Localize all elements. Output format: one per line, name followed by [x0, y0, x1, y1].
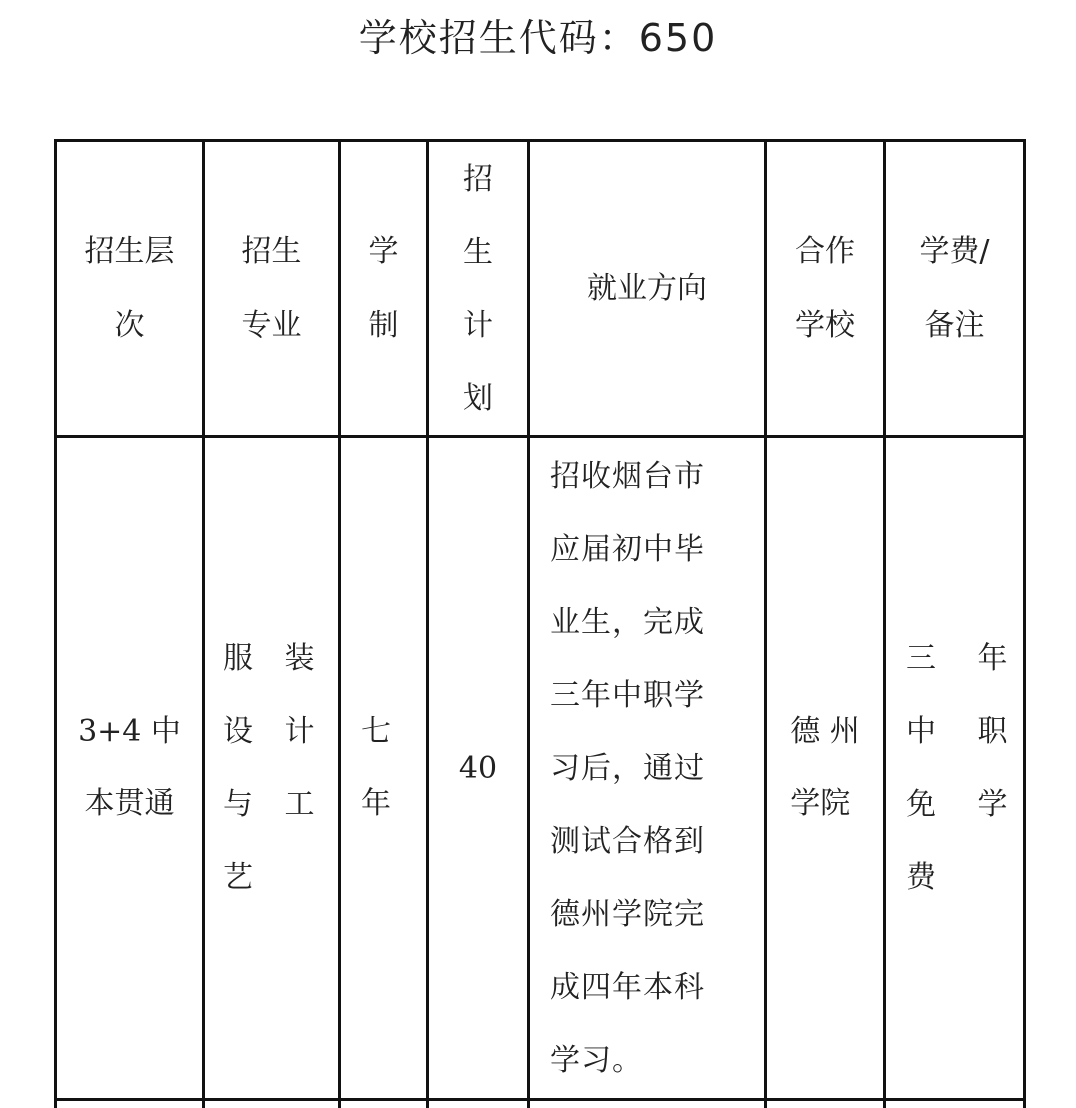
table-row-divider	[54, 1098, 1026, 1101]
cell-duration: 七 年	[361, 714, 391, 821]
cell-partner: 德 州 学院	[790, 714, 860, 821]
page-title: 学校招生代码：650	[358, 16, 718, 60]
header-cell-quota: 招 生 计 划	[463, 161, 493, 416]
table-border-right	[1023, 139, 1026, 1108]
header-cell-career: 就业方向	[587, 270, 707, 306]
header-cell-tuition: 学费/ 备注	[919, 233, 990, 343]
cell-level: 3+4 中 本贯通	[78, 714, 181, 821]
cell-tuition: 三 年 中 职 免 学 费	[906, 641, 1008, 895]
header-cell-major: 招生 专业	[241, 233, 302, 343]
header-cell-partner: 合作 学校	[795, 233, 855, 343]
header-cell-duration: 学 制	[368, 233, 399, 343]
cell-quota: 40	[458, 750, 498, 786]
header-cell-level: 招生层 次	[84, 233, 175, 343]
cell-major: 服 装 设 计 与 工 艺	[223, 641, 315, 895]
cell-career: 招收烟台市 应届初中毕 业生，完成 三年中职学 习后，通过 测试合格到 德州学院完 成四年本科 学习。	[550, 458, 705, 1078]
